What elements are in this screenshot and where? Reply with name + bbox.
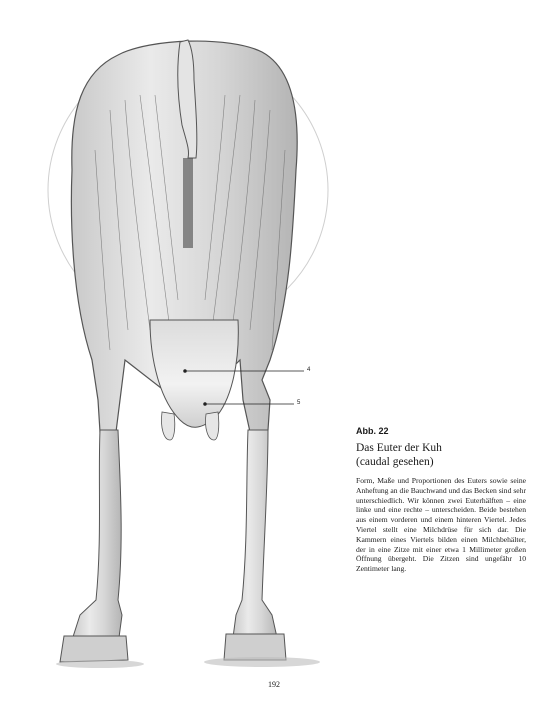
figure-title [356,441,526,469]
figure-label: Abb. 22 [356,426,389,436]
ground-shadow-left [56,660,144,668]
right-hind-leg [232,430,278,645]
udder-shape [150,320,238,427]
figure-body-text: Form, Maße und Proportionen des Euters sowie seine Anheftung an die Bauchwand und das Becken sind sehr unterschiedlich. Wir können zwei Euterhälften – eine linke und eine rechte – unterscheiden. Beide bestehen aus einem vorderen und einem hinteren Viertel. Jedes Viertel stellt eine Milchdrüse für sich dar. Die Kammern eines Viertels bilden einen Milchbehälter, der in eine Zitze mit einer etwa 1 Millimeter großen Öffnung übergeht. Die Zitzen sind ungefähr 10 Zentimeter lang. [356,476,526,574]
right-hoof [224,634,286,660]
annotation-number-5: 5 [297,400,301,406]
ground-shadow-right [204,657,320,667]
annotation-number-4: 4 [307,367,311,373]
page-number: 192 [268,680,280,689]
teat-left [161,412,174,440]
teat-right [205,412,218,440]
figure-title-line-1: Das Euter der Kuh [356,442,442,454]
left-hoof [60,636,128,662]
left-hind-leg [72,430,122,645]
tail-shadow [183,158,193,248]
figure-caption [356,426,526,574]
figure-title-line-2: (caudal gesehen) [356,456,434,468]
